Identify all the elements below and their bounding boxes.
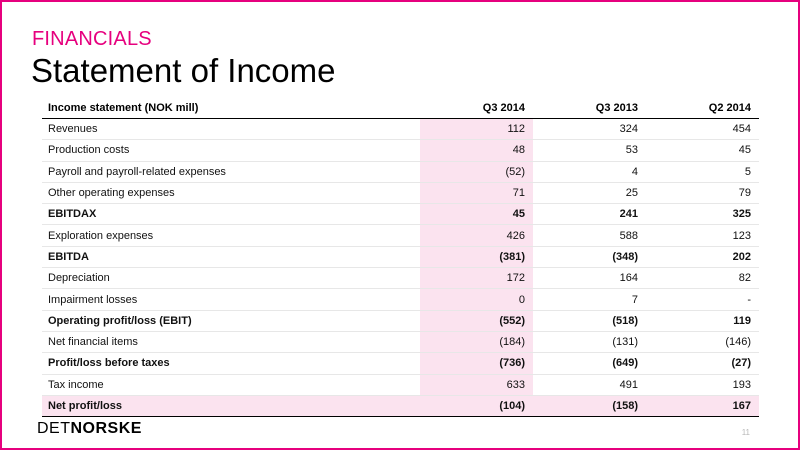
table-row	[42, 161, 759, 182]
table-row	[42, 268, 759, 289]
cell-q3-2013: 25	[533, 182, 646, 203]
row-label: Revenues	[42, 119, 420, 140]
cell-q3-2014: (552)	[420, 310, 533, 331]
table-row	[42, 182, 759, 203]
cell-q3-2013: 241	[533, 204, 646, 225]
cell-q2-2014: (146)	[646, 331, 759, 352]
table-row	[42, 353, 759, 374]
row-label: EBITDAX	[42, 204, 420, 225]
cell-q2-2014: 193	[646, 374, 759, 395]
cell-q2-2014: 123	[646, 225, 759, 246]
section-kicker: FINANCIALS	[32, 28, 152, 50]
table-body	[42, 119, 759, 417]
cell-q2-2014: -	[646, 289, 759, 310]
income-statement-table	[42, 98, 759, 417]
cell-q2-2014: (27)	[646, 353, 759, 374]
cell-q2-2014: 325	[646, 204, 759, 225]
row-label: Other operating expenses	[42, 182, 420, 203]
table-row	[42, 374, 759, 395]
cell-q3-2014: 45	[420, 204, 533, 225]
cell-q3-2014: 633	[420, 374, 533, 395]
row-label: EBITDA	[42, 246, 420, 267]
row-label: Exploration expenses	[42, 225, 420, 246]
page-number: 11	[741, 428, 750, 437]
table-row	[42, 140, 759, 161]
cell-q3-2013: 588	[533, 225, 646, 246]
table-row	[42, 246, 759, 267]
row-label: Payroll and payroll-related expenses	[42, 161, 420, 182]
table-row	[42, 310, 759, 331]
cell-q3-2013: 491	[533, 374, 646, 395]
cell-q3-2013: (348)	[533, 246, 646, 267]
cell-q3-2013: (158)	[533, 395, 646, 416]
cell-q3-2013: 164	[533, 268, 646, 289]
cell-q2-2014: 202	[646, 246, 759, 267]
header-label-column: Income statement (NOK mill)	[42, 98, 420, 119]
cell-q3-2013: (518)	[533, 310, 646, 331]
cell-q2-2014: 45	[646, 140, 759, 161]
cell-q2-2014: 454	[646, 119, 759, 140]
logo-part-det: DET	[37, 420, 71, 437]
slide-title: Statement of Income	[31, 52, 336, 89]
table-row	[42, 204, 759, 225]
row-label: Impairment losses	[42, 289, 420, 310]
cell-q3-2014: (381)	[420, 246, 533, 267]
row-label: Production costs	[42, 140, 420, 161]
cell-q3-2014: 71	[420, 182, 533, 203]
table-row	[42, 331, 759, 352]
row-label: Depreciation	[42, 268, 420, 289]
cell-q3-2013: 53	[533, 140, 646, 161]
cell-q3-2013: (649)	[533, 353, 646, 374]
header-q3-2014: Q3 2014	[420, 98, 533, 119]
row-label: Net financial items	[42, 331, 420, 352]
row-label: Net profit/loss	[42, 395, 420, 416]
header-q3-2013: Q3 2013	[533, 98, 646, 119]
table-row	[42, 225, 759, 246]
cell-q3-2014: 172	[420, 268, 533, 289]
table-row	[42, 395, 759, 416]
income-statement-table-wrap	[42, 98, 759, 417]
cell-q3-2013: 324	[533, 119, 646, 140]
cell-q3-2013: 7	[533, 289, 646, 310]
header-q2-2014: Q2 2014	[646, 98, 759, 119]
cell-q3-2014: 426	[420, 225, 533, 246]
table-row	[42, 289, 759, 310]
row-label: Profit/loss before taxes	[42, 353, 420, 374]
cell-q3-2014: 0	[420, 289, 533, 310]
cell-q3-2014: 112	[420, 119, 533, 140]
cell-q3-2013: 4	[533, 161, 646, 182]
cell-q2-2014: 82	[646, 268, 759, 289]
table-header-row	[42, 98, 759, 119]
cell-q3-2013: (131)	[533, 331, 646, 352]
row-label: Tax income	[42, 374, 420, 395]
row-label: Operating profit/loss (EBIT)	[42, 310, 420, 331]
cell-q2-2014: 119	[646, 310, 759, 331]
cell-q3-2014: (736)	[420, 353, 533, 374]
cell-q3-2014: (52)	[420, 161, 533, 182]
cell-q3-2014: 48	[420, 140, 533, 161]
cell-q2-2014: 5	[646, 161, 759, 182]
cell-q2-2014: 79	[646, 182, 759, 203]
logo-part-norske: NORSKE	[70, 420, 142, 437]
cell-q3-2014: (184)	[420, 331, 533, 352]
cell-q3-2014: (104)	[420, 395, 533, 416]
cell-q2-2014: 167	[646, 395, 759, 416]
company-logo	[37, 420, 142, 438]
table-row	[42, 119, 759, 140]
